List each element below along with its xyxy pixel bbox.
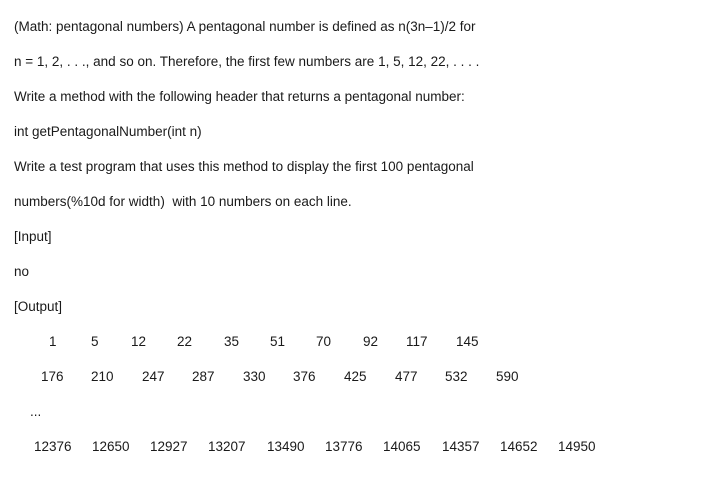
output-number: 12927: [150, 439, 188, 454]
problem-line-2: n = 1, 2, . . ., and so on. Therefore, the first few numbers are 1, 5, 12, 22, . . . .: [14, 54, 480, 69]
output-number: 51: [270, 334, 286, 349]
output-number: 14652: [500, 439, 538, 454]
output-number: 117: [406, 334, 428, 349]
output-number: 210: [91, 369, 114, 384]
problem-line-3: Write a method with the following header that returns a pentagonal number:: [14, 89, 465, 104]
output-number: 13490: [267, 439, 305, 454]
output-number: 12650: [92, 439, 130, 454]
method-header: int getPentagonalNumber(int n): [14, 124, 202, 139]
output-number: 14065: [383, 439, 421, 454]
output-number: 247: [142, 369, 165, 384]
output-number: 13207: [208, 439, 246, 454]
problem-line-5: Write a test program that uses this method to display the first 100 pentagonal: [14, 159, 474, 174]
output-number: 13776: [325, 439, 363, 454]
output-number: 1: [49, 334, 57, 349]
output-number: 425: [344, 369, 367, 384]
output-number: 92: [363, 334, 379, 349]
output-number: 70: [316, 334, 332, 349]
output-number: 477: [395, 369, 418, 384]
output-number: 532: [445, 369, 468, 384]
output-number: 5: [91, 334, 99, 349]
problem-line-1: (Math: pentagonal numbers) A pentagonal number is defined as n(3n–1)/2 for: [14, 19, 476, 34]
output-number: 145: [456, 334, 479, 349]
output-number: 176: [41, 369, 64, 384]
problem-line-6: numbers(%10d for width) with 10 numbers on each line.: [14, 194, 352, 209]
output-number: 22: [177, 334, 193, 349]
output-number: 287: [192, 369, 215, 384]
input-value: no: [14, 264, 30, 279]
output-number: 14357: [442, 439, 480, 454]
output-number: 12376: [34, 439, 72, 454]
output-heading: [Output]: [14, 299, 63, 314]
output-ellipsis: ...: [30, 404, 42, 419]
output-number: 12: [131, 334, 147, 349]
output-number: 35: [224, 334, 240, 349]
input-heading: [Input]: [14, 229, 52, 244]
output-number: 376: [293, 369, 316, 384]
output-number: 330: [243, 369, 266, 384]
output-number: 14950: [558, 439, 596, 454]
output-number: 590: [496, 369, 519, 384]
